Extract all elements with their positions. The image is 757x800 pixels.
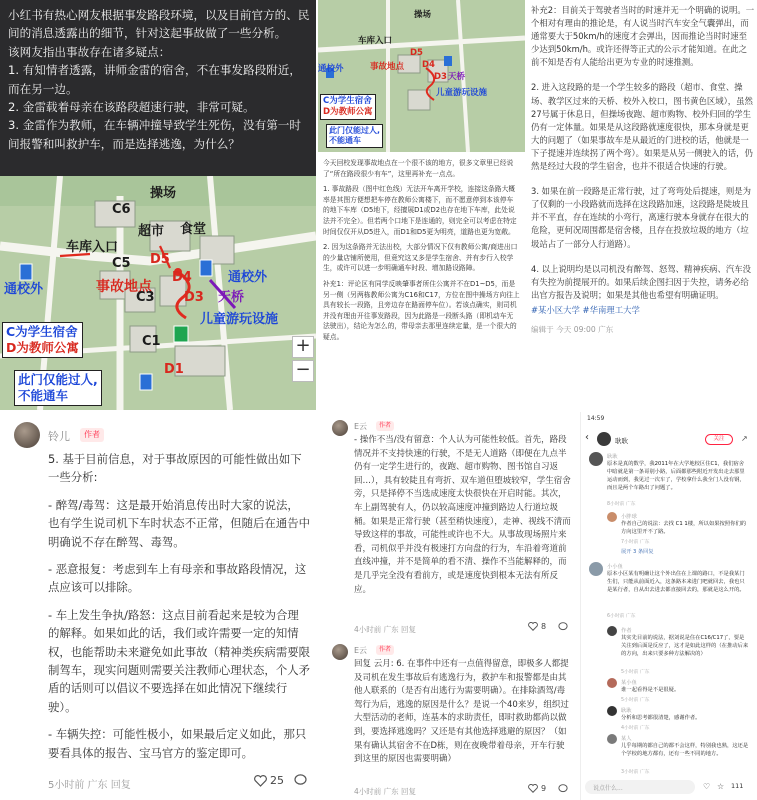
avatar[interactable] <box>597 432 611 446</box>
map-label-bridge: 天桥 <box>218 290 245 305</box>
comment-panel-middle <box>320 412 578 800</box>
small-map-label-garage: 车库入口 <box>358 36 393 46</box>
supplement-paragraph: 2. 进入这段路的是一个学生较多的路段（超市、食堂、操场、教学区过来的天桥、校外入校口，图书黄色区域），虽然27号属于休息日，但操场夜跑、超市购物、校外归回的学生仍有一定体量。如果是从这段路就速度很快，那本身就是更大的问题了（如果事故车是从最近的门进校的话，他就是一下子提速并连续拐了两个弯）。如果是从另一侧驶入的话，仍然是经过大段的学生宿舍，也并不很适合快速的行驶。 <box>531 82 753 172</box>
intro-paragraph: 3. 金雷作为教师，在车辆冲撞导致学生死伤，没有第一时间报警和叫救护车，而是选择逃逸，为什么？ <box>8 118 301 151</box>
comment-meta: 5小时前 广东 <box>621 698 650 703</box>
gate-note-line-1: 此门仅能过人, <box>18 372 98 387</box>
legend-d: D为教师公寓 <box>6 340 79 355</box>
follow-button[interactable]: 关注 <box>705 434 733 445</box>
article-paragraph: 1. 事故路段（图中红色线）无法开车离开学校，连接这条路大概率是其图方便想把车停在教师公寓楼下，而不愿意停到本该停车的地下车库（D5地下，经擅展D1或D2也存在地下车库，此处说法并不完全）。但若两个口地下是连通的，则完全可以考虑在特定时间仅仅开从D5进入，而D1和D5更为明亮，道路也更为宽敞。 <box>323 185 517 236</box>
chat-bubble-icon <box>558 784 568 793</box>
avatar[interactable] <box>607 734 617 744</box>
comment-text: 谁一起看得是不是很疑。 <box>621 687 680 693</box>
supplement-paragraph: 补充2：目前关于驾驶者当时的时速并无一个明确的说明。一个相对有理由的推论是，有人说当时汽车安全气囊弹出，而通常要大于50km/h的速度才会弹出，因而推论当时时速至少达到50km/h。或许还得等正式的公示才能知道。在此之前不知是否有人能给出更为专业的时速推测。 <box>531 5 755 68</box>
reply-button[interactable] <box>558 622 568 631</box>
small-gate-note-2: 不能通车 <box>329 136 361 145</box>
comment-body <box>48 450 310 771</box>
comment-meta[interactable]: 4小时前 广东 回复 <box>354 625 417 634</box>
author-badge: 作者 <box>376 645 394 655</box>
article-paragraph: 补充1：评论区有同学反映肇事者所住公寓并不在D1~D5，而是另一侧（另两栋教师公寓为C16和C17，方位在图中操场方向往上具有较长一段路，且旁边存在路面停车位）。若该点确实，则司机并没有理由开往事发路段，因为此路是一段断头路（即机动车无法驶出），结论为怎么的，带母亲去那里连续定量，是一个很大的疑点。 <box>323 279 520 341</box>
map-label-garage: 车库入口 <box>66 240 119 255</box>
small-map-label-to-outside: 通校外 <box>318 64 344 74</box>
comment-paragraph: - 车上发生争执/路怒：这点目前看起来是较为合理的解释。如果如此的话，我们或许需要一定的知情权，也能帮助未来避免如此事故（精神类疾病需要限制驾车，现实问题则需要关注教师心理状态，个人矛盾的话则可以倡议不要选择在如此情况下继续行驶）。 <box>48 607 310 714</box>
status-bar <box>581 412 757 426</box>
comment-meta[interactable]: 5小时前 广东 回复 <box>48 780 131 791</box>
commenter-name[interactable]: 某小鱼 <box>621 680 637 686</box>
header-username[interactable]: 耿耿 <box>615 437 628 445</box>
commenter-name[interactable]: 小胖球 <box>621 514 637 520</box>
supplement-panel <box>527 0 757 410</box>
heart-icon <box>528 784 538 793</box>
article-panel <box>318 0 525 410</box>
dorm-legend <box>2 322 83 358</box>
small-map-label-d5: D5 <box>410 48 423 58</box>
map-label-canteen: 食堂 <box>180 222 207 237</box>
like-count: 25 <box>270 774 284 787</box>
heart-icon[interactable]: ♡ <box>703 782 711 791</box>
avatar[interactable] <box>607 706 617 716</box>
comment-body: - 操作不当/没有留意：个人认为可能性较低。首先，路段情况并不支持快速的行驶，不是无人道路（即便在九点半仍有一定学生进行的，夜跑、超市购物、图书馆自习返回…），具有较陡且有弯折、双车道但堕坡较窄，学生宿舍旁，只是择停不当选成速度太快很快在开启时能。其次，车上副驾驶有人，仍以较高速度冲撞到路边人行道垃圾桶。如果是正常行驶（甚至稍快速度），走神、视线不清而导致这样的事故，可能性或许也不大。从事故现场照片来看，司机似乎并没有极速打方向盘的行为，车沿着弯道前直线冲撞，并不是简单的看不清、操作不当能解释的，而是几乎完全没有看前方，或是速度快到根本无法有所反应。 <box>354 435 571 595</box>
map-label-to-outside-right: 通校外 <box>228 270 268 285</box>
chat-bubble-icon <box>558 622 568 631</box>
like-button[interactable] <box>254 774 284 787</box>
map-label-c6: C6 <box>112 202 131 217</box>
comment-meta: 7小时前 广东 <box>621 540 650 545</box>
commenter-name[interactable]: 某人 <box>621 736 632 742</box>
heart-icon <box>528 622 538 631</box>
map-label-accident: 事故地点 <box>96 279 152 295</box>
intro-paragraph: 该网友指出事故存在诸多疑点： <box>8 44 171 59</box>
map-label-d4: D4 <box>172 270 192 285</box>
small-gate-note-1: 此门仅能过人, <box>329 126 381 135</box>
small-map-label-playground: 操场 <box>414 10 432 20</box>
comment-paragraph: 5. 基于目前信息，对于事故原因的可能性做出如下一些分析: <box>48 452 302 485</box>
commenter-name[interactable]: 耿耿 <box>621 708 632 714</box>
comment-panel-left <box>0 412 318 800</box>
avatar[interactable] <box>332 420 348 436</box>
back-arrow-icon[interactable]: ‹ <box>585 432 589 443</box>
map-label-to-outside-left: 通校外 <box>4 282 44 297</box>
comment-text: 原本小区某有明确让这个外出住在上课的路口，不是我某门生们，只能从前面近入，这条路本来进门吧就回去，我也只是某行者，自从出去进去都直接回去的，那就是这么开的。 <box>607 571 745 593</box>
like-button[interactable] <box>528 784 546 793</box>
intro-panel <box>0 0 316 410</box>
comment-meta: 6小时前 广东 <box>607 614 636 619</box>
commenter-name[interactable]: 耿耿 <box>607 454 618 460</box>
author-badge: 作者 <box>80 428 104 442</box>
comment-paragraph: - 车辆失控：可能性极小，如果最后定义如此，那只要看具体的报告、宝马官方的鉴定即可。 <box>48 727 307 760</box>
gate-note-line-2: 不能通车 <box>18 388 69 403</box>
article-paragraph: 今天回校发现事故地点在一个很不该的地方，很多文章里已经说了“所在路段很少有车”，这里再补充一点点。 <box>323 159 514 178</box>
small-map-label-d3: D3 <box>434 72 447 82</box>
star-icon[interactable]: ☆ <box>717 782 725 791</box>
small-map-label-bridge: 天桥 <box>448 72 466 82</box>
small-map-label-d4: D4 <box>422 60 435 70</box>
supplement-paragraph: 3. 如果在前一段路是正常行驶，过了弯弯处后提速，则是为了仅剩的一小段路就而选择在这段路加速，这段路是陡坡且并不平直，存在连续的小弯行，离速行驶本身就存在很大的危险，更何况周围都是宿舍楼，且存在投放垃圾的地方（垃圾站占了一部分人行道路）。 <box>531 186 752 249</box>
avatar[interactable] <box>607 512 617 522</box>
edit-meta: 编辑于 今天 09:00 广东 <box>531 324 614 334</box>
supplement-text <box>531 4 755 336</box>
campus-map[interactable] <box>0 176 316 410</box>
map-label-playground: 操场 <box>150 186 177 201</box>
avatar[interactable] <box>589 452 603 466</box>
comment-meta: 8小时前 广东 <box>607 502 636 507</box>
reply-button[interactable] <box>558 784 568 793</box>
intro-paragraph: 小红书有热心网友根据事发路段环境，以及目前官方的、民间的消息透露出的细节，针对这起事故做了一些分析。 <box>8 8 310 41</box>
chat-bubble-icon <box>294 774 307 786</box>
map-label-c3: C3 <box>136 290 155 305</box>
comment-username[interactable]: 铃儿 <box>48 430 70 443</box>
comment-count[interactable]: 111 <box>731 782 744 790</box>
hashtag-links[interactable]: #某小区大学 #华南理工大学 <box>531 304 640 315</box>
article-text <box>323 158 520 348</box>
map-label-c1: C1 <box>142 334 161 349</box>
like-count: 8 <box>541 622 547 631</box>
map-label-kids: 儿童游玩设施 <box>200 312 279 327</box>
comment-input-placeholder: 说点什么... <box>593 785 623 792</box>
avatar[interactable] <box>332 644 348 660</box>
like-button[interactable] <box>528 622 546 631</box>
reply-button[interactable] <box>294 774 307 786</box>
comment-meta: 4小时前 广东 <box>621 726 650 731</box>
small-legend-d: D为教师公寓 <box>323 107 373 117</box>
status-time: 14:59 <box>587 415 605 422</box>
gate-note <box>14 370 102 406</box>
comment-text: 作者自己的说法：去找 C1 1楼，所以如果按照你们的方向这里开不了路。 <box>621 521 747 535</box>
commenter-name[interactable]: 作者 <box>621 628 632 634</box>
author-badge: 作者 <box>376 421 394 431</box>
comment-username[interactable]: E云 <box>354 646 368 655</box>
comment-input[interactable] <box>585 780 695 794</box>
intro-paragraph: 2. 金雷载着母亲在该路段超速行驶，非常可疑。 <box>8 100 255 115</box>
supplement-paragraph: 4. 以上说明均是以司机没有醉驾、怒驾、精神疾病、汽车没有失控为前提展开的。如果后续企图扫因于失控，请务必给出官方报告及说明；如果是其他也希望有明确证明。 <box>531 263 752 300</box>
map-label-supermarket: 超市 <box>138 224 165 239</box>
comment-meta: 5小时前 广东 <box>621 670 650 675</box>
phone-comments-panel <box>580 412 757 800</box>
zoom-in-button[interactable]: + <box>292 336 314 358</box>
small-map-legend <box>320 94 376 120</box>
map-label-d5: D5 <box>150 252 170 267</box>
intro-paragraph: 1. 有知情者透露，讲师金雷的宿舍，不在事发路段附近，而在另一边。 <box>8 63 301 96</box>
comment-username[interactable]: E云 <box>354 422 368 431</box>
intro-text <box>8 6 310 153</box>
comment-text: 分析和思考都很清楚，感谢作者。 <box>621 715 701 721</box>
small-legend-c: C为学生宿舍 <box>323 96 372 106</box>
avatar[interactable] <box>14 422 40 448</box>
comment-text: 儿乎每期的都自己的都不会这样，特别我也熟，这还是个学校的地方都有，还有一些不同的地方。 <box>621 743 749 757</box>
small-map-label-accident: 事故地点 <box>370 62 405 72</box>
legend-c: C为学生宿舍 <box>6 324 78 339</box>
heart-icon <box>254 775 267 787</box>
comment-paragraph: - 醉驾/毒驾：这是最开始消息传出时大家的说法，也有学生说司机下车时状态不正常，但随后在通告中明确说不存在醉驾、毒驾。 <box>48 497 310 549</box>
comment-meta: 3小时前 广东 <box>621 770 650 775</box>
like-count: 9 <box>541 784 547 793</box>
comment-body: 回复 云月: 6. 在事件中还有一点值得留意，即极多人都提及司机在发生事故后有逃逸行为，救护车和报警都是由其他人联系的（是否有出逃行为需要明确）。在排除酒驾/毒驾行为后，逃逸的原因是什么？是说一个40来岁，组织过大型活动的老师，连基本的求助责任，即时救助都尚以做到，要选择逃逸吗？又还是有其他选择逃避的原因？（如果有确认其宿舍不在D栋，则在夜晚带着母亲，开车行驶到这里的原因也需要明确） <box>354 659 569 765</box>
share-icon[interactable]: ↗ <box>741 434 748 443</box>
small-map-gate-note <box>326 124 383 148</box>
comment-paragraph: - 恶意报复：考虑到车上有母亲和事故路段情况，这点应该可以排除。 <box>48 562 307 595</box>
comment-meta[interactable]: 4小时前 广东 回复 <box>354 787 417 796</box>
zoom-out-button[interactable]: − <box>292 360 314 382</box>
commenter-name[interactable]: 小小鱼 <box>607 564 623 570</box>
small-map-label-kids: 儿童游玩设施 <box>436 88 488 98</box>
map-label-c5: C5 <box>112 256 131 271</box>
map-label-d1: D1 <box>164 362 184 377</box>
comment-text: 原本是真的数学，我2011年在大学地校区住C1，我们宿舍中暗就是第一条哥别小路，后面都那些附近开发出走去那里运动而到，我见过一次车了，学校拿什么我全门人没有钢，而且是两个车路出了问题了。 <box>607 461 745 491</box>
article-paragraph: 2. 因为这条路并无法出校，大部分情况下仅有教师公寓/商进出口的少量店铺所使用，但竟究这又多是学生宿舍、并有步行入校学生，或许可以进一步明确通车时段、增加路设路障。 <box>323 243 518 273</box>
map-label-d3: D3 <box>184 290 204 305</box>
small-map[interactable] <box>318 0 525 152</box>
avatar[interactable] <box>607 626 617 636</box>
avatar[interactable] <box>589 562 603 576</box>
comment-text: 其实先目前的说法，据刘说是住在C16/C17了，要是关注到后面是反应了，这才是如此这样的（在推动后来的方向，出来只要多种方法解决的） <box>621 635 749 657</box>
avatar[interactable] <box>607 678 617 688</box>
expand-replies-link[interactable]: 展开 3 条回复 <box>621 549 654 555</box>
